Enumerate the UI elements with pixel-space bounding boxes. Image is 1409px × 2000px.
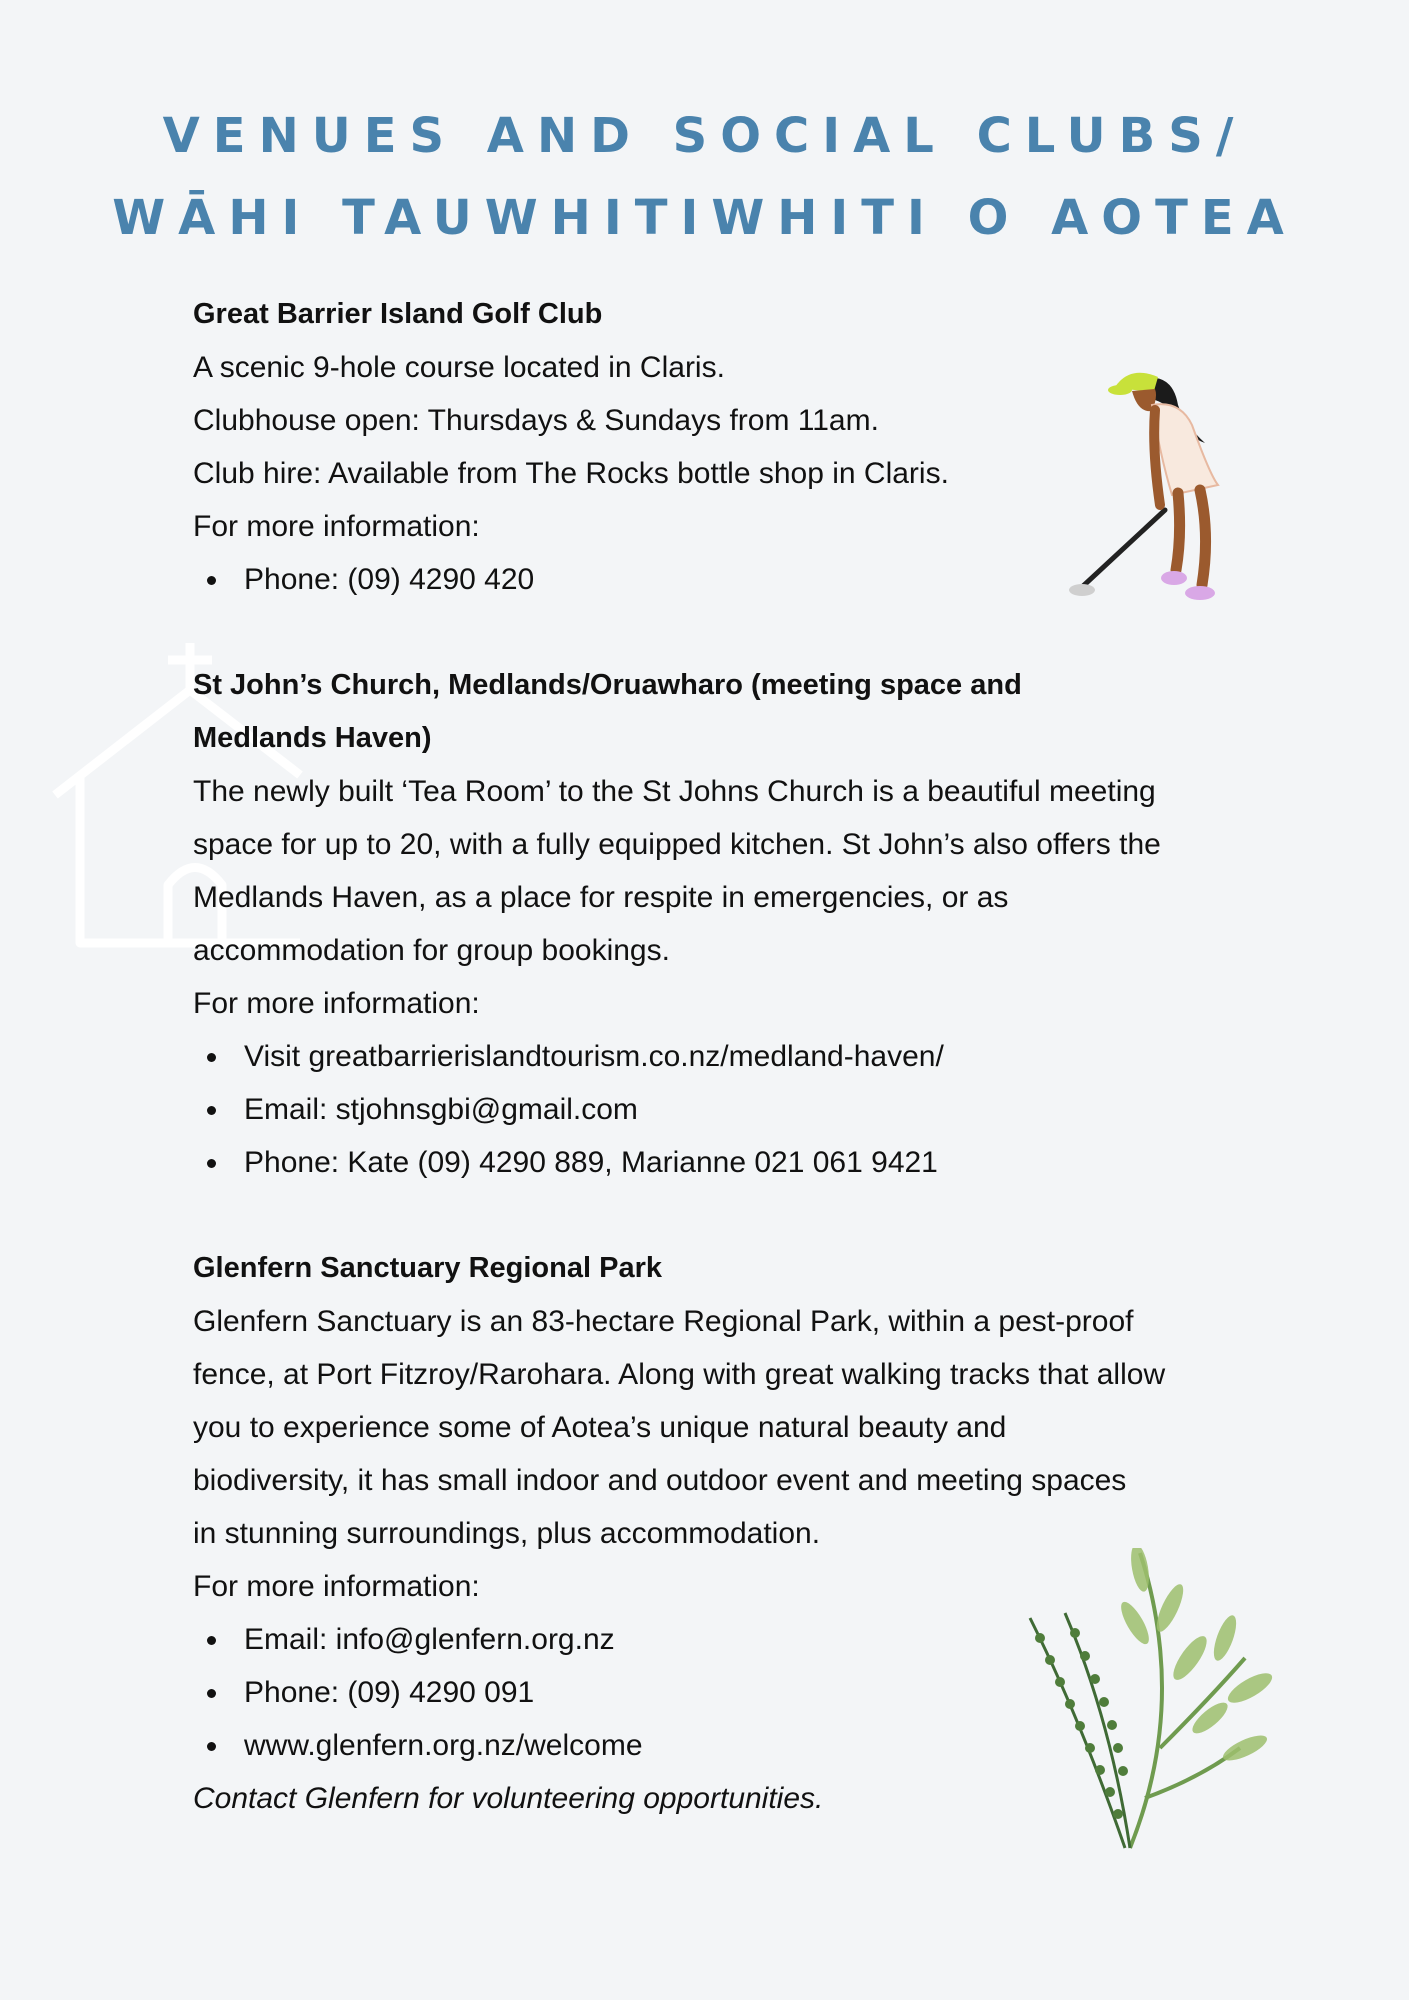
section-heading: Glenfern Sanctuary Regional Park bbox=[193, 1252, 662, 1284]
body-line: accommodation for group bookings. bbox=[193, 934, 670, 967]
page-title-line-2: WĀHI TAUWHITIWHITI O AOTEA bbox=[112, 190, 1297, 246]
body-line: The newly built ‘Tea Room’ to the St Johns Church is a beautiful meeting bbox=[193, 775, 1156, 808]
volunteer-note: Contact Glenfern for volunteering opportunities. bbox=[193, 1782, 824, 1815]
section-heading: Medlands Haven) bbox=[193, 722, 432, 754]
list-item: Email: info@glenfern.org.nz bbox=[193, 1613, 1313, 1666]
body-line: Club hire: Available from The Rocks bottle shop in Claris. bbox=[193, 457, 949, 490]
golfer-illustration bbox=[1060, 365, 1240, 615]
body-line: For more information: bbox=[193, 510, 480, 543]
list-item: www.glenfern.org.nz/welcome bbox=[193, 1719, 1313, 1772]
contact-list bbox=[193, 1030, 1313, 1189]
page-title bbox=[0, 95, 1409, 259]
body-line: fence, at Port Fitzroy/Rarohara. Along with great walking tracks that allow bbox=[193, 1358, 1166, 1391]
body-line: Medlands Haven, as a place for respite in emergencies, or as bbox=[193, 881, 1009, 914]
list-item: Phone: (09) 4290 420 bbox=[193, 553, 1313, 606]
body-line: Glenfern Sanctuary is an 83-hectare Regional Park, within a pest-proof bbox=[193, 1305, 1134, 1338]
page-title-line-1: VENUES AND SOCIAL CLUBS/ bbox=[162, 108, 1247, 164]
body-line: you to experience some of Aotea’s unique natural beauty and bbox=[193, 1411, 1007, 1444]
body-line: Clubhouse open: Thursdays & Sundays from 11am. bbox=[193, 404, 879, 437]
list-item: Visit greatbarrierislandtourism.co.nz/medland-haven/ bbox=[193, 1030, 1313, 1083]
section-heading: St John’s Church, Medlands/Oruawharo (meeting space and bbox=[193, 669, 1022, 701]
body-line: A scenic 9-hole course located in Claris. bbox=[193, 351, 725, 384]
body-line: For more information: bbox=[193, 987, 480, 1020]
fern-illustration bbox=[1020, 1548, 1280, 1868]
list-item: Phone: (09) 4290 091 bbox=[193, 1666, 1313, 1719]
section-st-johns-church bbox=[193, 659, 1313, 1189]
list-item: Phone: Kate (09) 4290 889, Marianne 021 061 9421 bbox=[193, 1136, 1313, 1189]
body-line: biodiversity, it has small indoor and outdoor event and meeting spaces bbox=[193, 1464, 1127, 1497]
body-line: in stunning surroundings, plus accommodation. bbox=[193, 1517, 821, 1550]
body-line: space for up to 20, with a fully equipped kitchen. St John’s also offers the bbox=[193, 828, 1161, 861]
body-line: For more information: bbox=[193, 1570, 480, 1603]
list-item: Email: stjohnsgbi@gmail.com bbox=[193, 1083, 1313, 1136]
section-spacer bbox=[193, 1189, 1313, 1242]
section-heading: Great Barrier Island Golf Club bbox=[193, 298, 603, 330]
